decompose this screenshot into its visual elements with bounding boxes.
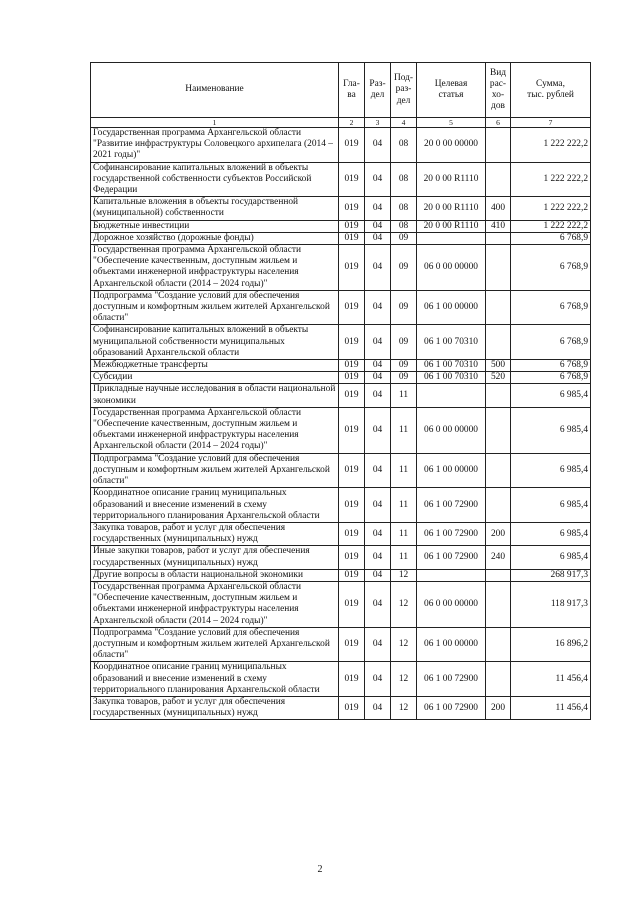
row-glava-cell: 019 (339, 453, 365, 488)
row-target-cell (417, 232, 486, 244)
row-podrazdel-cell: 11 (391, 522, 417, 545)
row-glava-cell: 019 (339, 232, 365, 244)
table-row (91, 522, 591, 545)
row-vid-cell (486, 232, 511, 244)
row-name-cell: Закупка товаров, работ и услуг для обеспечения государственных (муниципальных) нужд (91, 522, 339, 545)
row-name-cell: Софинансирование капитальных вложений в объекты муниципальной собственности муниципальных образований Архангельской области (91, 325, 339, 360)
row-sum-cell: 6 768,9 (511, 325, 591, 360)
row-sum-cell: 11 456,4 (511, 696, 591, 719)
row-vid-cell: 410 (486, 220, 511, 232)
row-target-cell: 20 0 00 R1110 (417, 197, 486, 220)
table-row (91, 627, 591, 662)
row-podrazdel-cell: 08 (391, 128, 417, 163)
row-glava-cell: 019 (339, 245, 365, 291)
row-name-cell: Подпрограмма "Создание условий для обеспечения доступным и комфортным жильем жителей Архангельской области" (91, 453, 339, 488)
row-vid-cell (486, 569, 511, 581)
row-sum-cell: 1 222 222,2 (511, 128, 591, 163)
row-razdel-cell: 04 (365, 325, 391, 360)
row-razdel-cell: 04 (365, 546, 391, 569)
row-razdel-cell: 04 (365, 407, 391, 453)
row-glava-cell: 019 (339, 290, 365, 325)
row-glava-cell: 019 (339, 627, 365, 662)
row-glava-cell: 019 (339, 128, 365, 163)
row-target-cell: 06 1 00 70310 (417, 325, 486, 360)
row-name-cell: Софинансирование капитальных вложений в объекты государственной собственности субъектов Российской Федерации (91, 162, 339, 197)
row-target-cell: 06 1 00 00000 (417, 453, 486, 488)
row-name-cell: Межбюджетные трансферты (91, 360, 339, 372)
row-vid-cell: 500 (486, 360, 511, 372)
row-sum-cell: 118 917,3 (511, 581, 591, 627)
row-podrazdel-cell: 11 (391, 407, 417, 453)
row-name-cell: Координатное описание границ муниципальных образований и внесение изменений в схему территориального планирования Архангельской области (91, 662, 339, 697)
table-header-row (91, 63, 591, 118)
row-glava-cell: 019 (339, 662, 365, 697)
row-target-cell: 06 1 00 72900 (417, 546, 486, 569)
row-sum-cell: 268 917,3 (511, 569, 591, 581)
row-sum-cell: 6 768,9 (511, 372, 591, 384)
column-number: 2 (339, 118, 365, 128)
row-vid-cell (486, 245, 511, 291)
row-vid-cell: 520 (486, 372, 511, 384)
row-vid-cell (486, 290, 511, 325)
row-sum-cell: 6 768,9 (511, 245, 591, 291)
row-podrazdel-cell: 08 (391, 197, 417, 220)
row-target-cell: 20 0 00 R1110 (417, 220, 486, 232)
row-podrazdel-cell: 09 (391, 232, 417, 244)
row-podrazdel-cell: 11 (391, 546, 417, 569)
table-row (91, 569, 591, 581)
row-name-cell: Субсидии (91, 372, 339, 384)
row-glava-cell: 019 (339, 325, 365, 360)
row-glava-cell: 019 (339, 372, 365, 384)
row-vid-cell: 240 (486, 546, 511, 569)
row-razdel-cell: 04 (365, 581, 391, 627)
row-razdel-cell: 04 (365, 522, 391, 545)
table-row (91, 662, 591, 697)
row-target-cell: 06 0 00 00000 (417, 245, 486, 291)
row-glava-cell: 019 (339, 581, 365, 627)
header-podrazdel: Под- раз- дел (391, 63, 417, 118)
row-podrazdel-cell: 09 (391, 372, 417, 384)
column-number: 4 (391, 118, 417, 128)
row-vid-cell (486, 581, 511, 627)
row-vid-cell (486, 662, 511, 697)
row-name-cell: Государственная программа Архангельской области "Обеспечение качественным, доступным жильем и объектами инженерной инфраструктуры населения Архангельской области (2014 – 2024 годы)" (91, 245, 339, 291)
row-podrazdel-cell: 11 (391, 453, 417, 488)
row-razdel-cell: 04 (365, 232, 391, 244)
table-row (91, 407, 591, 453)
row-podrazdel-cell: 12 (391, 696, 417, 719)
row-razdel-cell: 04 (365, 627, 391, 662)
row-razdel-cell: 04 (365, 360, 391, 372)
row-sum-cell: 6 985,4 (511, 407, 591, 453)
row-glava-cell: 019 (339, 197, 365, 220)
row-name-cell: Бюджетные инвестиции (91, 220, 339, 232)
row-razdel-cell: 04 (365, 290, 391, 325)
row-glava-cell: 019 (339, 384, 365, 407)
table-row (91, 384, 591, 407)
table-row (91, 488, 591, 523)
row-sum-cell: 11 456,4 (511, 662, 591, 697)
row-glava-cell: 019 (339, 488, 365, 523)
row-name-cell: Подпрограмма "Создание условий для обеспечения доступным и комфортным жильем жителей Архангельской области" (91, 627, 339, 662)
row-target-cell (417, 569, 486, 581)
row-vid-cell: 200 (486, 696, 511, 719)
column-number: 3 (365, 118, 391, 128)
row-target-cell: 06 1 00 72900 (417, 488, 486, 523)
row-razdel-cell: 04 (365, 569, 391, 581)
row-razdel-cell: 04 (365, 220, 391, 232)
row-sum-cell: 6 768,9 (511, 232, 591, 244)
column-number: 7 (511, 118, 591, 128)
table-body (91, 128, 591, 720)
row-name-cell: Иные закупки товаров, работ и услуг для обеспечения государственных (муниципальных) нужд (91, 546, 339, 569)
row-razdel-cell: 04 (365, 384, 391, 407)
row-target-cell: 06 1 00 72900 (417, 662, 486, 697)
row-vid-cell (486, 453, 511, 488)
row-glava-cell: 019 (339, 162, 365, 197)
row-target-cell (417, 384, 486, 407)
row-target-cell: 06 1 00 70310 (417, 372, 486, 384)
row-name-cell: Государственная программа Архангельской области "Обеспечение качественным, доступным жильем и объектами инженерной инфраструктуры населения Архангельской области (2014 – 2024 годы)" (91, 581, 339, 627)
row-vid-cell (486, 407, 511, 453)
row-name-cell: Государственная программа Архангельской области "Развитие инфраструктуры Соловецкого архипелага (2014 – 2021 годы)" (91, 128, 339, 163)
row-sum-cell: 6 985,4 (511, 453, 591, 488)
row-razdel-cell: 04 (365, 372, 391, 384)
row-name-cell: Капитальные вложения в объекты государственной (муниципальной) собственности (91, 197, 339, 220)
row-sum-cell: 6 768,9 (511, 290, 591, 325)
row-podrazdel-cell: 09 (391, 360, 417, 372)
row-razdel-cell: 04 (365, 662, 391, 697)
row-podrazdel-cell: 11 (391, 488, 417, 523)
row-name-cell: Подпрограмма "Создание условий для обеспечения доступным и комфортным жильем жителей Архангельской области" (91, 290, 339, 325)
row-glava-cell: 019 (339, 569, 365, 581)
table-row (91, 128, 591, 163)
row-target-cell: 06 1 00 70310 (417, 360, 486, 372)
table-row (91, 162, 591, 197)
table-row (91, 360, 591, 372)
row-podrazdel-cell: 12 (391, 627, 417, 662)
column-number: 6 (486, 118, 511, 128)
budget-table (90, 62, 591, 720)
row-razdel-cell: 04 (365, 453, 391, 488)
row-target-cell: 06 1 00 00000 (417, 627, 486, 662)
row-target-cell: 06 1 00 72900 (417, 522, 486, 545)
row-target-cell: 06 0 00 00000 (417, 581, 486, 627)
table-row (91, 290, 591, 325)
row-vid-cell (486, 384, 511, 407)
row-razdel-cell: 04 (365, 128, 391, 163)
table-row (91, 581, 591, 627)
column-number: 5 (417, 118, 486, 128)
row-target-cell: 06 0 00 00000 (417, 407, 486, 453)
header-vid: Вид рас- хо- дов (486, 63, 511, 118)
header-sum: Сумма, тыс. рублей (511, 63, 591, 118)
header-target: Целевая статья (417, 63, 486, 118)
row-name-cell: Прикладные научные исследования в области национальной экономики (91, 384, 339, 407)
table-row (91, 696, 591, 719)
table-row (91, 546, 591, 569)
header-name: Наименование (91, 63, 339, 118)
row-glava-cell: 019 (339, 407, 365, 453)
row-vid-cell (486, 162, 511, 197)
table-row (91, 197, 591, 220)
row-sum-cell: 6 768,9 (511, 360, 591, 372)
header-razdel: Раз- дел (365, 63, 391, 118)
row-podrazdel-cell: 11 (391, 384, 417, 407)
row-razdel-cell: 04 (365, 488, 391, 523)
row-vid-cell (486, 488, 511, 523)
row-razdel-cell: 04 (365, 245, 391, 291)
row-glava-cell: 019 (339, 522, 365, 545)
page-number: 2 (317, 864, 323, 875)
row-target-cell: 20 0 00 R1110 (417, 162, 486, 197)
row-vid-cell (486, 627, 511, 662)
row-razdel-cell: 04 (365, 197, 391, 220)
row-podrazdel-cell: 08 (391, 220, 417, 232)
row-target-cell: 06 1 00 00000 (417, 290, 486, 325)
table-row (91, 220, 591, 232)
row-podrazdel-cell: 12 (391, 581, 417, 627)
row-podrazdel-cell: 12 (391, 662, 417, 697)
row-glava-cell: 019 (339, 546, 365, 569)
row-sum-cell: 6 985,4 (511, 546, 591, 569)
header-glava: Гла- ва (339, 63, 365, 118)
row-target-cell: 06 1 00 72900 (417, 696, 486, 719)
table-row (91, 232, 591, 244)
table-row (91, 245, 591, 291)
table-row (91, 325, 591, 360)
row-vid-cell (486, 128, 511, 163)
column-number-row (91, 118, 591, 128)
row-sum-cell: 1 222 222,2 (511, 197, 591, 220)
row-sum-cell: 1 222 222,2 (511, 220, 591, 232)
row-vid-cell (486, 325, 511, 360)
row-sum-cell: 6 985,4 (511, 522, 591, 545)
row-target-cell: 20 0 00 00000 (417, 128, 486, 163)
row-sum-cell: 6 985,4 (511, 488, 591, 523)
row-vid-cell: 400 (486, 197, 511, 220)
row-name-cell: Закупка товаров, работ и услуг для обеспечения государственных (муниципальных) нужд (91, 696, 339, 719)
row-sum-cell: 6 985,4 (511, 384, 591, 407)
table-row (91, 453, 591, 488)
column-number: 1 (91, 118, 339, 128)
row-sum-cell: 16 896,2 (511, 627, 591, 662)
row-podrazdel-cell: 09 (391, 325, 417, 360)
row-podrazdel-cell: 09 (391, 290, 417, 325)
row-name-cell: Другие вопросы в области национальной экономики (91, 569, 339, 581)
row-podrazdel-cell: 09 (391, 245, 417, 291)
row-razdel-cell: 04 (365, 696, 391, 719)
row-vid-cell: 200 (486, 522, 511, 545)
row-name-cell: Координатное описание границ муниципальных образований и внесение изменений в схему территориального планирования Архангельской области (91, 488, 339, 523)
row-sum-cell: 1 222 222,2 (511, 162, 591, 197)
row-podrazdel-cell: 08 (391, 162, 417, 197)
row-name-cell: Дорожное хозяйство (дорожные фонды) (91, 232, 339, 244)
row-glava-cell: 019 (339, 360, 365, 372)
row-razdel-cell: 04 (365, 162, 391, 197)
row-podrazdel-cell: 12 (391, 569, 417, 581)
table-row (91, 372, 591, 384)
row-name-cell: Государственная программа Архангельской области "Обеспечение качественным, доступным жильем и объектами инженерной инфраструктуры населения Архангельской области (2014 – 2024 годы)" (91, 407, 339, 453)
row-glava-cell: 019 (339, 696, 365, 719)
row-glava-cell: 019 (339, 220, 365, 232)
